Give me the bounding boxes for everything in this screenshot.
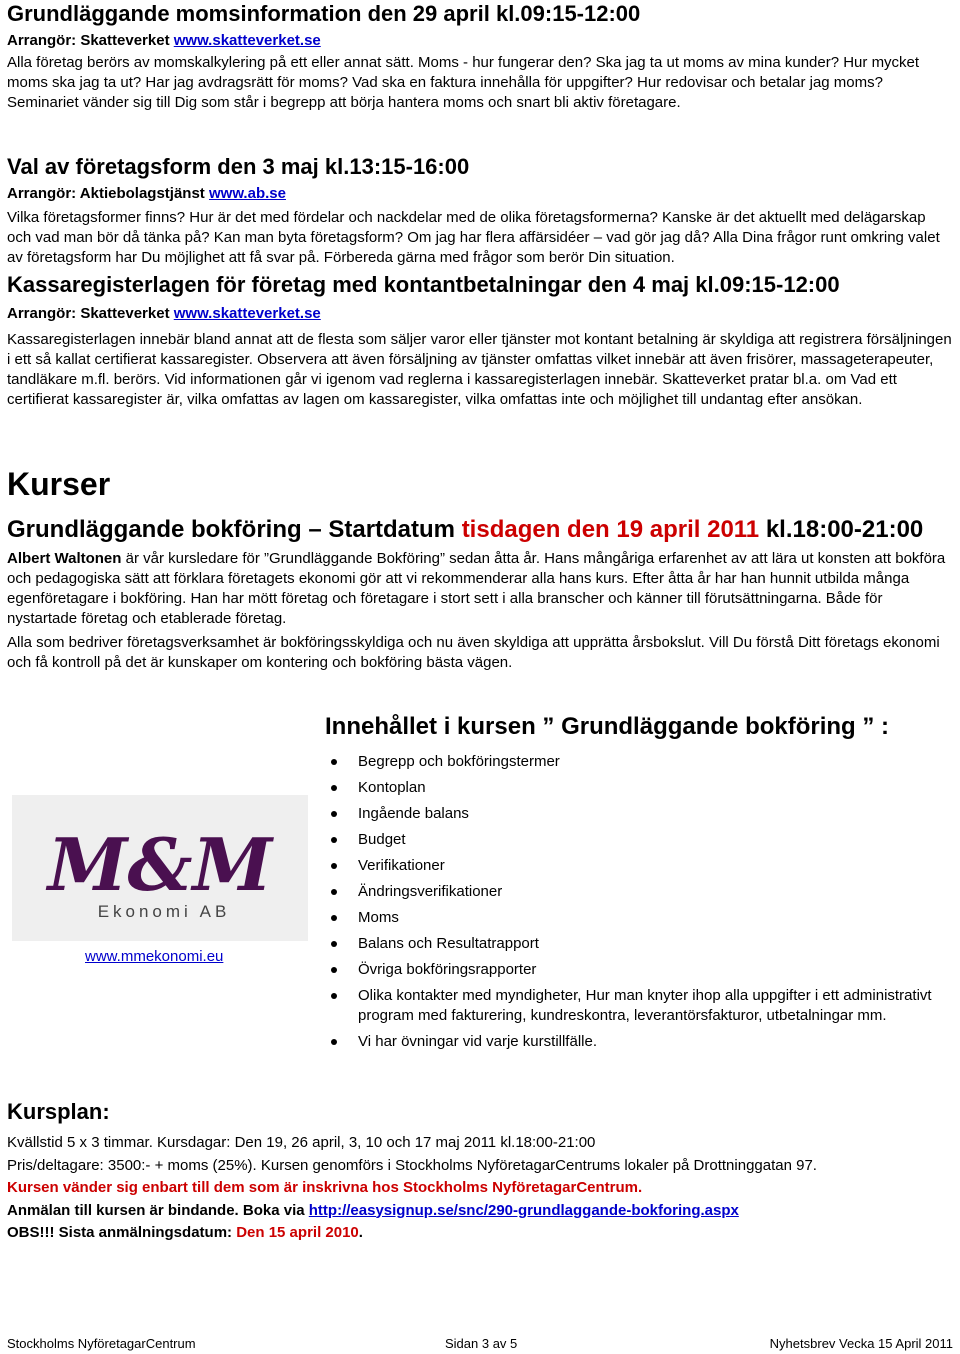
section-title: Val av företagsform den 3 maj kl.13:15-16:00 bbox=[7, 154, 470, 179]
content-list-item: Balans och Resultatrapport bbox=[358, 934, 955, 954]
booking-label: Anmälan till kursen är bindande. Boka via bbox=[7, 1201, 309, 1219]
company-website-link[interactable]: www.mmekonomi.eu bbox=[85, 948, 224, 965]
section-moms bbox=[7, 1, 953, 113]
course-content bbox=[325, 712, 955, 1058]
section-title: Grundläggande momsinformation den 29 april kl.09:15-12:00 bbox=[7, 1, 641, 26]
deadline-label: OBS!!! Sista anmälningsdatum: bbox=[7, 1224, 237, 1241]
logo-subtitle: Ekonomi AB bbox=[97, 902, 231, 921]
course-time: kl.18:00-21:00 bbox=[759, 516, 924, 543]
content-list-item: Moms bbox=[358, 908, 955, 928]
content-list-item: Verifikationer bbox=[358, 856, 955, 876]
organizer-line bbox=[7, 304, 953, 324]
course-paragraph: Alla som bedriver företagsverksamhet är bokföringsskyldiga och nu även skyldiga att upprätta årsbokslut. Vill Du förstå Ditt företags ekonomi och få kontroll på det är kunskaper om kontering och bokföring bästa vägen. bbox=[7, 634, 940, 671]
content-list-item: Vi har övningar vid varje kurstillfälle. bbox=[358, 1032, 955, 1052]
content-list-item: Ändringsverifikationer bbox=[358, 882, 955, 902]
content-list-item: Budget bbox=[358, 830, 955, 850]
organizer-link[interactable]: www.skatteverket.se bbox=[173, 305, 321, 322]
mm-logo-icon bbox=[12, 795, 308, 941]
organizer-line bbox=[7, 184, 953, 204]
section-body: Alla företag berörs av momskalkylering på ett eller annat sätt. Moms - hur fungerar den? Ska jag ta ut moms av mina kunder? Hur mycket moms ska jag ta ut? Har jag avdragsrätt för moms? Vad ska en faktura innehålla för uppgifter? Hur redovisar och betalar jag moms? Seminariet vänder sig till Dig som står i begrepp att börja hantera moms och snart bli aktiv företagare. bbox=[7, 54, 920, 111]
organizer-label: Arrangör: Skatteverket bbox=[7, 32, 174, 49]
company-logo bbox=[12, 795, 308, 941]
section-title: Kassaregisterlagen för företag med kontantbetalningar den 4 maj kl.09:15-12:00 bbox=[7, 272, 840, 297]
kursplan-booking bbox=[7, 1200, 953, 1223]
organizer-label: Arrangör: Skatteverket bbox=[7, 305, 174, 322]
kursplan-heading: Kursplan: bbox=[7, 1099, 110, 1124]
section-body: Vilka företagsformer finns? Hur är det med fördelar och nackdelar med de olika företagsformerna? Kanske är det aktuellt med delägarskap och vad man bör då tänka på? Kan man byta företagsform? Om jag har flera affärsidéer – vad gör jag då? Alla Dina frågor runt omkring valet av företagsform har Du möjlighet att få svar på. Förbereda gärna med frågor som berör Din situation. bbox=[7, 209, 940, 266]
kursplan-section bbox=[7, 1098, 953, 1245]
organizer-link[interactable]: www.skatteverket.se bbox=[173, 32, 321, 49]
content-list-item: Olika kontakter med myndigheter, Hur man knyter ihop alla uppgifter i ett administrativt program med fakturering, kundreskontra, leverantörsfakturor, utbetalningar mm. bbox=[358, 986, 955, 1026]
content-list-item: Kontoplan bbox=[358, 778, 955, 798]
section-bokforing bbox=[7, 515, 953, 673]
organizer-link[interactable]: www.ab.se bbox=[208, 185, 286, 202]
kurser-heading: Kurser bbox=[7, 466, 111, 502]
section-body: Kassaregisterlagen innebär bland annat att de flesta som säljer varor eller tjänster mot kontant betalning är skyldiga att registrera försäljningen i ett så kallat certifierat kassaregister. Observera att även försäljning av tjänster omfattas vilket innebär att även frisörer, massageterapeuter, tandläkare m.fl. berörs. Vid informationen går vi igenom vad reglerna i kassaregisterlagen innebär. Skatteverket pratar bl.a. om Vad ett certifierat kassaregister är, vilka omfattas av lagen om kassaregister, vilka omfattas inte och möjlighet till undantag efter ansökan. bbox=[7, 331, 952, 408]
course-teacher-paragraph bbox=[7, 549, 953, 629]
footer-newsletter: Nyhetsbrev Vecka 15 April 2011 bbox=[769, 1336, 953, 1351]
teacher-name: Albert Waltonen bbox=[7, 550, 122, 567]
organizer-label: Arrangör: Aktiebolagstjänst bbox=[7, 185, 209, 202]
teacher-description: är vår kursledare för ”Grundläggande Bokföring” sedan åtta år. Hans mångåriga erfarenhet av att lära ut konsten att bokföra och pedagogiska sätt att förklara företagets ekonomi gör att vi rekommenderar alla hans kurs. Efter åtta år har han hunnit utbilda många egenföretagare i bokföring. Han har mött företag och företagare i stort sett i alla branscher och känner till förutsättningarna. Både för nystartade företag och etablerade företag. bbox=[7, 550, 946, 627]
content-list-item: Begrepp och bokföringstermer bbox=[358, 752, 955, 772]
course-start-date: tisdagen den 19 april 2011 bbox=[461, 516, 760, 543]
footer-organization: Stockholms NyföretagarCentrum bbox=[7, 1336, 196, 1351]
course-title-start: Grundläggande bokföring – Startdatum bbox=[7, 516, 462, 543]
kursplan-deadline bbox=[7, 1222, 953, 1245]
organizer-line bbox=[7, 31, 953, 51]
footer-page-number: Sidan 3 av 5 bbox=[445, 1336, 518, 1351]
content-list-item: Övriga bokföringsrapporter bbox=[358, 960, 955, 980]
deadline-date: Den 15 april 2010 bbox=[236, 1224, 359, 1241]
logo-brand: M&M bbox=[47, 822, 273, 907]
kursplan-notice: Kursen vänder sig enbart till dem som är inskrivna hos Stockholms NyföretagarCentrum. bbox=[7, 1179, 643, 1196]
kursplan-price: Pris/deltagare: 3500:- + moms (25%). Kursen genomförs i Stockholms NyföretagarCentrums lokaler på Drottninggatan 97. bbox=[7, 1156, 817, 1174]
content-heading: Innehållet i kursen ” Grundläggande bokföring ” : bbox=[325, 713, 890, 740]
booking-link[interactable]: http://easysignup.se/snc/290-grundlaggande-bokforing.aspx bbox=[308, 1201, 739, 1219]
kursplan-schedule: Kvällstid 5 x 3 timmar. Kursdagar: Den 19, 26 april, 3, 10 och 17 maj 2011 kl.18:00-21:00 bbox=[7, 1134, 596, 1151]
section-foretagsform bbox=[7, 154, 953, 268]
section-kassaregister bbox=[7, 272, 953, 410]
content-list-item: Ingående balans bbox=[358, 804, 955, 824]
course-title bbox=[7, 515, 953, 545]
content-list bbox=[325, 752, 955, 1052]
deadline-end: . bbox=[358, 1224, 363, 1241]
